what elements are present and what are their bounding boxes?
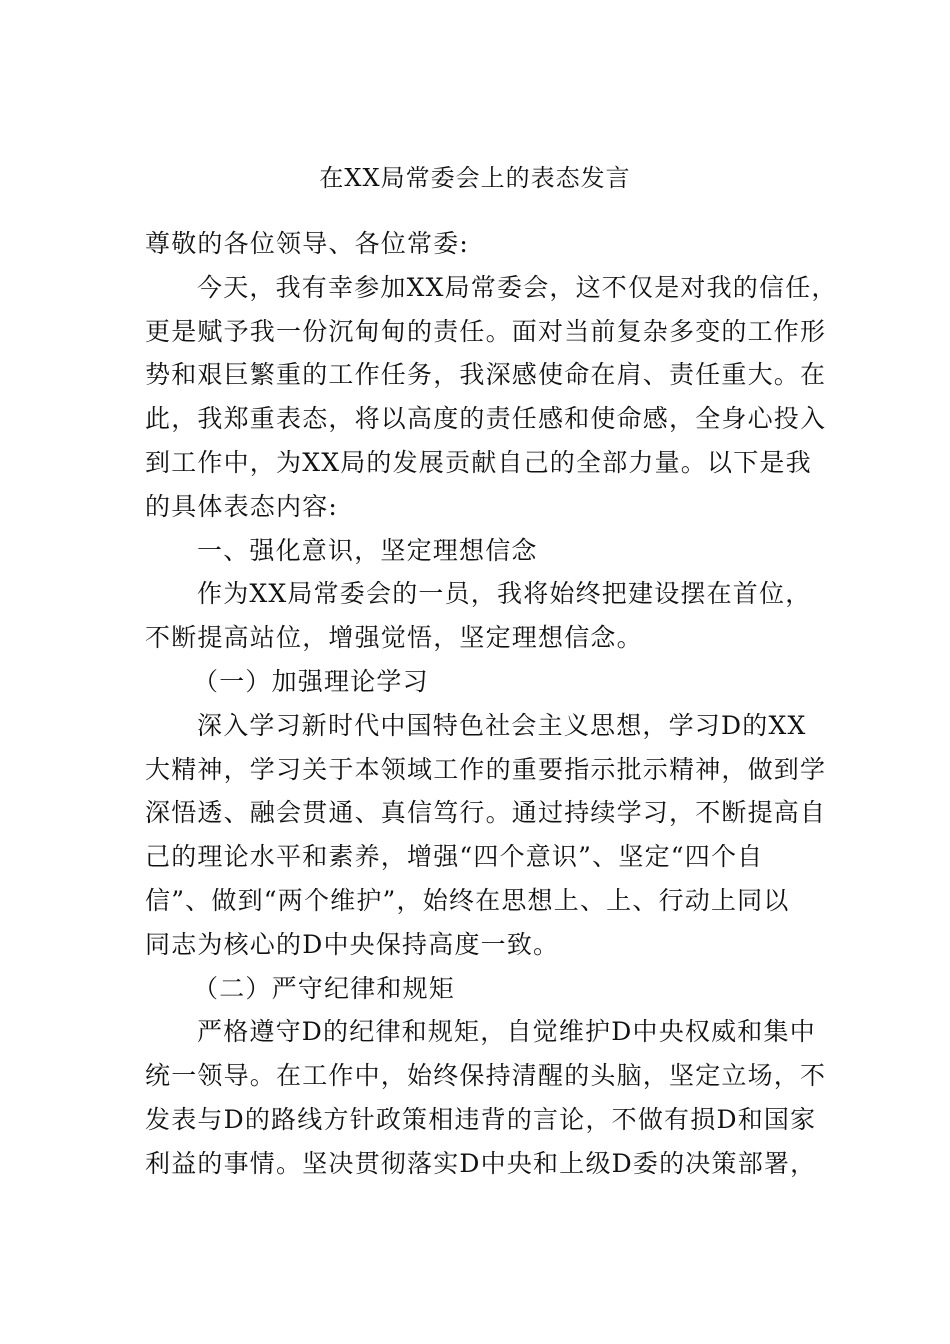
salutation: 尊敬的各位领导、各位常委:	[145, 229, 470, 258]
paragraph-line: 大精神，学习关于本领域工作的重要指示批示精神，做到学	[145, 754, 827, 784]
paragraph-line: 信”、做到“两个维护”，始终在思想上、上、行动上同以	[145, 885, 790, 915]
paragraph-line: 同志为核心的D中央保持高度一致。	[145, 929, 560, 959]
paragraph-line: 的具体表态内容:	[145, 491, 339, 521]
paragraph-line: 统一领导。在工作中，始终保持清醒的头脑，坚定立场，不	[145, 1061, 827, 1091]
paragraph-line: 作为XX局常委会的一员，我将始终把建设摆在首位，	[197, 579, 812, 609]
paragraph-line: 更是赋予我一份沉甸甸的责任。面对当前复杂多变的工作形	[145, 316, 827, 346]
paragraph-line: 发表与D的路线方针政策相违背的言论，不做有损D和国家	[145, 1104, 817, 1134]
paragraph-line: 到工作中，为XX局的发展贡献自己的全部力量。以下是我	[145, 447, 812, 477]
paragraph-line: 利益的事情。坚决贯彻落实D中央和上级D委的决策部署，	[145, 1148, 817, 1178]
paragraph-line: 此，我郑重表态，将以高度的责任感和使命感，全身心投入	[145, 404, 827, 434]
paragraph-line: 己的理论水平和素养，增强“四个意识”、坚定“四个自	[145, 842, 764, 872]
paragraph-line: 势和艰巨繁重的工作任务，我深感使命在肩、责任重大。在	[145, 360, 827, 390]
subsection-heading: （二）严守纪律和规矩	[193, 973, 456, 1003]
section-heading: 一、强化意识，坚定理想信念	[197, 535, 538, 565]
paragraph-line: 今天，我有幸参加XX局常委会，这不仅是对我的信任，	[197, 272, 838, 302]
paragraph-line: 严格遵守D的纪律和规矩，自觉维护D中央权威和集中	[197, 1017, 816, 1047]
paragraph-line: 深悟透、融会贯通、真信笃行。通过持续学习，不断提高自	[145, 798, 827, 828]
paragraph-line: 深入学习新时代中国特色社会主义思想，学习D的XX	[197, 710, 807, 740]
document-title: 在XX局常委会上的表态发言	[319, 164, 631, 192]
document-body	[145, 222, 838, 1186]
paragraph-line: 不断提高站位，增强觉悟，坚定理想信念。	[145, 623, 643, 653]
subsection-heading: （一）加强理论学习	[193, 666, 429, 696]
